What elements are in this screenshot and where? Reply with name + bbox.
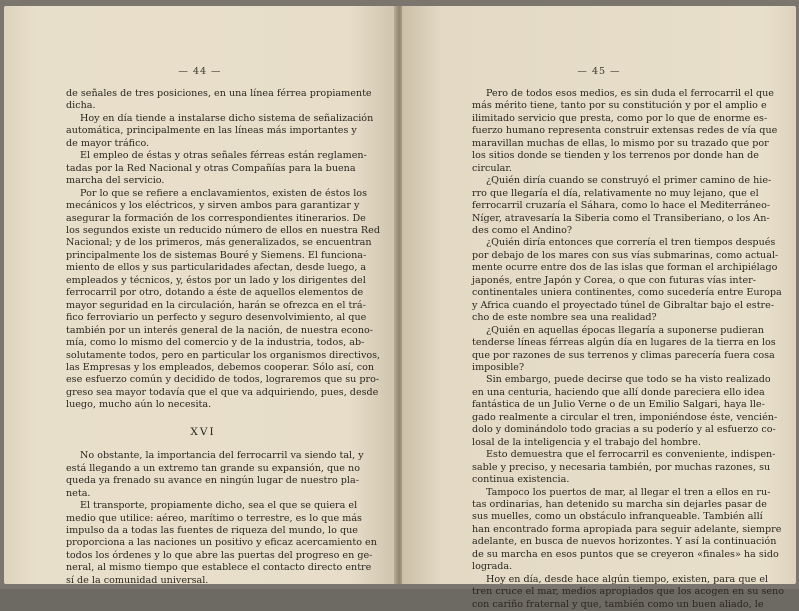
text-line: está llegando a un extremo tan grande su expansión, que no bbox=[66, 462, 360, 474]
text-line: asegurar la formación de los correspondientes itinerarios. De bbox=[66, 212, 366, 224]
text-line: fantástica de un Julio Verne o de un Emilio Salgari, haya lle- bbox=[472, 399, 765, 411]
text-line: Hoy en día, desde hace algún tiempo, existen, para que el bbox=[486, 573, 769, 585]
right-page-number: — 45 — bbox=[577, 66, 621, 77]
text-line: ferrocarril cruzaría el Sáhara, como lo hace el Mediterráneo- bbox=[472, 200, 771, 212]
text-line: ferrocarril por otro, dotando a éste de aquellos elementos de bbox=[66, 287, 364, 299]
text-line: greso sea mayor todavía que el que va adquiriendo, pues, desde bbox=[66, 386, 379, 398]
text-line: dicha. bbox=[66, 100, 96, 112]
text-line: tadas por la Red Nacional y otras Compañías para la buena bbox=[66, 162, 356, 174]
text-line: de mayor tráfico. bbox=[66, 137, 150, 149]
text-line: imposible? bbox=[472, 361, 525, 373]
text-line: maravillan muchas de ellas, lo mismo por su trazado que por bbox=[472, 137, 769, 149]
text-line: tenderse líneas férreas algún día en lugares de la tierra en los bbox=[472, 337, 776, 349]
left-page-text bbox=[66, 88, 381, 587]
text-line: empleados y técnicos, y, éstos por un lado y los dirigentes del bbox=[66, 274, 366, 286]
text-line: miento de ellos y sus particularidades afectan, desde luego, a bbox=[66, 262, 367, 274]
text-line: sable y preciso, y necesaria también, por muchas razones, su bbox=[472, 461, 771, 473]
text-line: neral, al mismo tiempo que establece el contacto directo entre bbox=[66, 562, 372, 574]
text-line: dolo y dominándolo todo gracias a su poderío y al esfuerzo co- bbox=[472, 424, 776, 436]
text-line: solutamente todos, pero en particular los organismos directivos, bbox=[66, 349, 381, 361]
text-line: más mérito tiene, tanto por su constitución y por el amplio e bbox=[472, 100, 767, 112]
text-line: en una centuria, haciendo que allí donde pareciera ello idea bbox=[472, 386, 765, 398]
text-line: luego, mucho aún lo necesita. bbox=[66, 399, 212, 411]
text-line: tas ordinarias, han detenido su marcha sin dejarles pasar de bbox=[472, 498, 767, 510]
text-line: automática, principalmente en las líneas más importantes y bbox=[66, 125, 357, 137]
text-line: todos los órdenes y lo que abre las puertas del progreso en ge- bbox=[66, 549, 373, 561]
text-line: fuerzo humano representa construir extensas redes de vía que bbox=[472, 125, 778, 137]
text-line: tren cruce el mar, medios apropiados que los acogen en su seno bbox=[472, 586, 784, 598]
text-line: mayor seguridad en la circulación, harán se ofrezca en el trá- bbox=[66, 299, 366, 311]
text-line: las Empresas y los empleados, debemos cooperar. Sólo así, con bbox=[66, 361, 375, 373]
text-line: Hoy en día tiende a instalarse dicho sistema de señalización bbox=[80, 112, 374, 124]
text-line: sus muelles, como un obstáculo infranqueable. También allí bbox=[472, 511, 763, 523]
text-line: Sin embargo, puede decirse que todo se ha visto realizado bbox=[486, 374, 771, 386]
text-line: lograda. bbox=[472, 561, 513, 573]
text-line: que por razones de sus terrenos y climas parecería fuera cosa bbox=[472, 349, 775, 361]
text-line: marcha del servicio. bbox=[66, 175, 165, 187]
text-line: mente ocurre entre dos de las islas que forman el archipiélago bbox=[472, 262, 778, 274]
text-line: continentales uniera continentes, como sucedería entre Europa bbox=[472, 287, 782, 299]
text-line: ilimitado servicio que presta, como por lo que de enorme es- bbox=[472, 112, 768, 124]
text-line: losal de la inteligencia y el trabajo del hombre. bbox=[472, 436, 701, 448]
text-line: fico ferroviario un perfecto y seguro desenvolvimiento, al que bbox=[66, 312, 367, 324]
chapter-heading: XVI bbox=[190, 425, 216, 438]
text-line: continua existencia. bbox=[472, 474, 570, 486]
text-line: adelante, en busca de nuevos horizontes. Y así la continuación bbox=[472, 536, 777, 548]
left-page bbox=[4, 6, 396, 584]
left-body-after-heading bbox=[66, 450, 377, 587]
text-line: Nacional; y de los primeros, más generalizados, se encuentran bbox=[66, 237, 372, 249]
text-line: medio que utilice: aéreo, marítimo o terrestre, es lo que más bbox=[66, 512, 362, 524]
text-line: han encontrado forma apropiada para seguir adelante, siempre bbox=[472, 523, 782, 535]
text-line: circular. bbox=[472, 162, 512, 174]
text-line: de su marcha en esos puntos que se creyeron «finales» ha sido bbox=[472, 548, 779, 560]
text-line: por debajo de los mares con sus vías submarinas, como actual- bbox=[472, 249, 779, 261]
text-line: Por lo que se refiere a enclavamientos, existen de éstos los bbox=[80, 187, 368, 199]
text-line: y Africa cuando el proyectado túnel de Gibraltar bajo el estre- bbox=[472, 299, 775, 311]
text-line: ¿Quién diría cuando se construyó el primer camino de hie- bbox=[486, 175, 772, 187]
text-line: proporciona a las naciones un positivo y eficaz acercamiento en bbox=[66, 537, 377, 549]
text-line: Tampoco los puertos de mar, al llegar el tren a ellos en ru- bbox=[486, 486, 771, 498]
text-line: Esto demuestra que el ferrocarril es conveniente, indispen- bbox=[486, 449, 776, 461]
text-line: rro que llegaría el día, relativamente no muy lejano, que el bbox=[472, 187, 759, 199]
text-line: Pero de todos esos medios, es sin duda el ferrocarril el que bbox=[486, 88, 774, 99]
text-line: El empleo de éstas y otras señales férreas están reglamen- bbox=[80, 150, 367, 162]
text-line: queda ya frenado su avance en ningún lugar de nuestro pla- bbox=[66, 475, 359, 487]
text-line: neta. bbox=[66, 487, 91, 499]
text-line: impulso da a todas las fuentes de riqueza del mundo, lo que bbox=[66, 524, 358, 536]
text-line: de señales de tres posiciones, en una línea férrea propiamente bbox=[66, 88, 372, 99]
text-line: los sitios donde se tienden y los terrenos por donde han de bbox=[472, 150, 759, 162]
text-line: japonés, entre Japón y Corea, o que con futuras vías inter- bbox=[472, 274, 756, 286]
right-page-text bbox=[472, 88, 784, 611]
text-line: sí de la comunidad universal. bbox=[66, 574, 209, 586]
text-line: ese esfuerzo común y decidido de todos, lograremos que su pro- bbox=[66, 374, 380, 386]
text-line: des como el Andino? bbox=[472, 224, 573, 236]
text-line: con cariño fraternal y que, también como un buen aliado, le bbox=[472, 598, 764, 610]
text-line: cho de este nombre sea una realidad? bbox=[472, 312, 657, 324]
text-line: ¿Quién diría entonces que correría el tren tiempos después bbox=[486, 237, 776, 249]
text-line: mecánicos y los eléctricos, y sirven ambos para garantizar y bbox=[66, 200, 360, 212]
text-line: No obstante, la importancia del ferrocarril va siendo tal, y bbox=[80, 450, 364, 462]
text-line: ¿Quién en aquellas épocas llegaría a suponerse pudieran bbox=[486, 324, 764, 336]
text-line: principalmente los de sistemas Bouré y Siemens. El funciona- bbox=[66, 249, 367, 261]
text-line: Níger, atravesaría la Siberia como el Transiberiano, o los An- bbox=[472, 212, 770, 224]
right-page bbox=[402, 6, 796, 610]
text-line: gado realmente a circular el tren, imponiéndose éste, vencién- bbox=[472, 411, 778, 423]
text-line: El transporte, propiamente dicho, sea el que se quiera el bbox=[80, 500, 358, 512]
text-line: los segundos existe un reducido número de ellos en nuestra Red bbox=[66, 224, 380, 236]
left-body-before-heading bbox=[66, 88, 381, 412]
left-page-number: — 44 — bbox=[178, 66, 222, 77]
text-line: mía, como lo mismo del comercio y de la industria, todos, ab- bbox=[66, 337, 365, 349]
text-line: también por un interés general de la nación, de nuestra econo- bbox=[66, 324, 374, 336]
right-body bbox=[472, 88, 784, 611]
